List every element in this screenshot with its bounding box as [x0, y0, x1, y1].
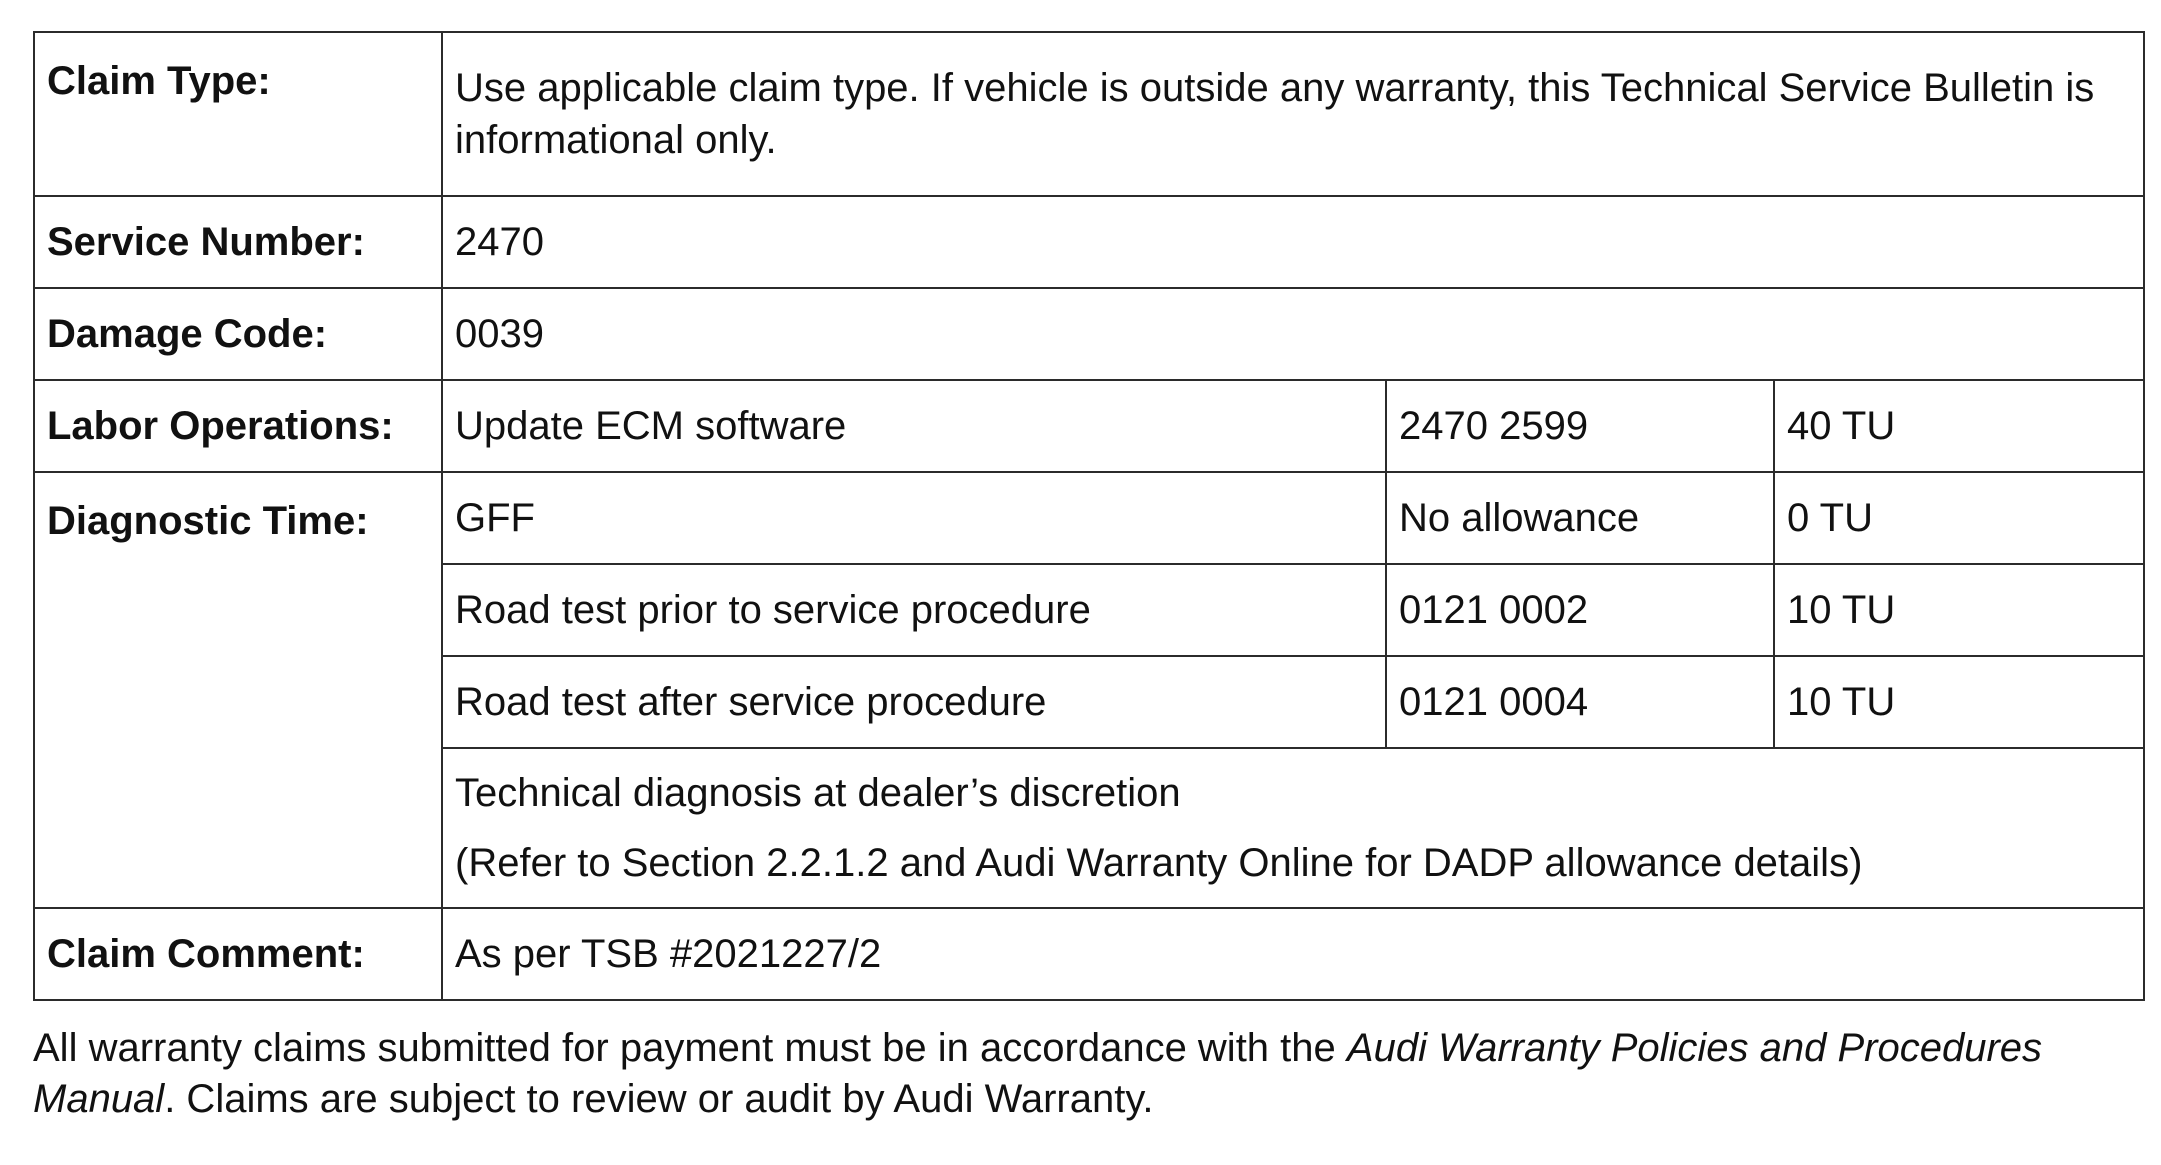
service-number-value: 2470 [442, 196, 2144, 288]
claim-comment-label: Claim Comment: [34, 908, 442, 1000]
diagnostic-description: Road test prior to service procedure [442, 564, 1386, 656]
diagnostic-time: 0 TU [1774, 472, 2144, 564]
service-number-label: Service Number: [34, 196, 442, 288]
damage-code-row [34, 288, 2144, 380]
footer-manual-title: Audi Warranty Policies and Procedures Manual [33, 1026, 2043, 1121]
claim-type-value: Use applicable claim type. If vehicle is outside any warranty, this Technical Service Bulletin is informational only. [442, 32, 2144, 196]
labor-operation-description: Update ECM software [442, 380, 1386, 472]
claim-type-label: Claim Type: [34, 32, 442, 196]
diagnostic-description: GFF [442, 472, 1386, 564]
diagnostic-time-label: Diagnostic Time: [34, 472, 442, 908]
diagnostic-note-line2: (Refer to Section 2.2.1.2 and Audi Warranty Online for DADP allowance details) [455, 841, 1863, 885]
warranty-claim-table [33, 31, 2145, 1001]
warranty-document [33, 31, 2143, 1165]
labor-operation-code: 2470 2599 [1386, 380, 1774, 472]
diagnostic-code: 0121 0004 [1386, 656, 1774, 748]
labor-operations-label: Labor Operations: [34, 380, 442, 472]
labor-operations-row [34, 380, 2144, 472]
diagnostic-note-line1: Technical diagnosis at dealer’s discretion [455, 771, 1181, 815]
claim-comment-row [34, 908, 2144, 1000]
diagnostic-code: 0121 0002 [1386, 564, 1774, 656]
footer-text-before: All warranty claims submitted for payment must be in accordance with the [33, 1026, 1347, 1070]
labor-operation-time: 40 TU [1774, 380, 2144, 472]
warranty-footer-note [33, 1023, 2143, 1125]
diagnostic-description: Road test after service procedure [442, 656, 1386, 748]
claim-comment-value: As per TSB #2021227/2 [442, 908, 2144, 1000]
diagnostic-row [34, 472, 2144, 564]
diagnostic-note [442, 748, 2144, 908]
footer-text-after: . Claims are subject to review or audit by Audi Warranty. [164, 1077, 1154, 1121]
damage-code-label: Damage Code: [34, 288, 442, 380]
claim-type-row [34, 32, 2144, 196]
diagnostic-time: 10 TU [1774, 564, 2144, 656]
service-number-row [34, 196, 2144, 288]
diagnostic-code: No allowance [1386, 472, 1774, 564]
damage-code-value: 0039 [442, 288, 2144, 380]
diagnostic-time: 10 TU [1774, 656, 2144, 748]
